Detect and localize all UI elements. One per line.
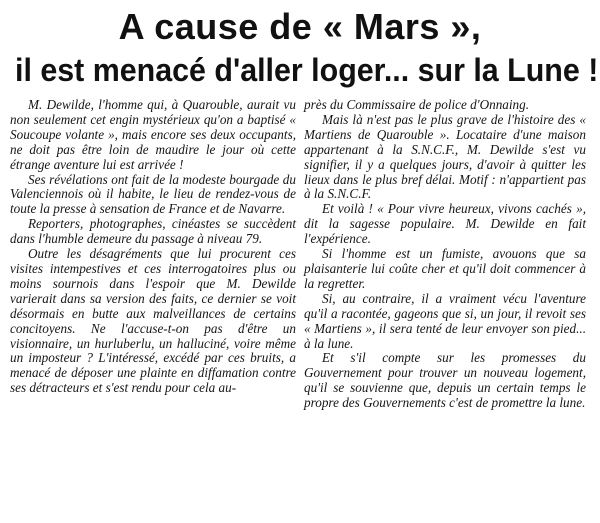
paragraph: Outre les désagréments que lui procurent ces visites intempestives et ces interrogatoires plus ou moins sournois dans l'espoir que M. Dewilde varierait dans sa version des faits, ce dernier se voit désormais en butte aux malveillances de certains concitoyens. Ne l'accuse-t-on pas d'être un visionnaire, un hurluberlu, un halluciné, voire même un imposteur ? L'intéressé, excédé par ces bruits, a menacé de déposer une plainte en diffamation contre ses détracteurs et s'est rendu pour cela au- [10,246,296,396]
paragraph: Et s'il compte sur les promesses du Gouvernement pour trouver un nouveau logement, qu'il se souvienne que, depuis un certain temps le propre des Gouvernements c'est de promettre la lune. [304,350,586,411]
paragraph: Si l'homme est un fumiste, avouons que sa plaisanterie lui coûte cher et qu'il doit commencer à la regretter. [304,246,586,291]
article-column-left [10,98,296,396]
paragraph: Ses révélations ont fait de la modeste bourgade du Valenciennois où il habite, le lieu de rendez-vous de toute la presse à sensation de France et de Navarre. [10,171,296,217]
article-column-right [304,98,586,411]
paragraph: M. Dewilde, l'homme qui, à Quarouble, aurait vu non seulement cet engin mystérieux qu'on a baptisé « Soucoupe volante », mais encore ses deux occupants, ne doit pas être loin de maudire le jour où cette étrange aventure lui est arrivée ! [10,98,296,172]
paragraph: Et voilà ! « Pour vivre heureux, vivons cachés », dit la sagesse populaire. M. Dewilde en fait l'expérience. [304,201,586,247]
article-body [10,98,590,520]
paragraph: Si, au contraire, il a vraiment vécu l'aventure qu'il a racontée, gageons que si, un jour, il revoit ses « Martiens », il sera tenté de leur envoyer son pied... à la lune. [304,290,586,351]
headline-line-2: il est menacé d'aller loger... sur la Lune ! [15,52,599,88]
headline-line-1: A cause de « Mars », [118,6,482,47]
paragraph: près du Commissaire de police d'Onnaing. [304,98,530,112]
paragraph: Mais là n'est pas le plus grave de l'histoire des « Martiens de Quarouble ». Locataire d'une maison appartenant à la S.N.C.F., M. Dewilde s'est vu signifier, il y a quelques jours, d'avoir à quitter les lieux dans le plus bref délai. Motif : n'appartient pas à la S.N.C.F. [304,111,586,202]
paragraph: Reporters, photographes, cinéastes se succèdent dans l'humble demeure du passage à niveau 79. [10,216,296,247]
